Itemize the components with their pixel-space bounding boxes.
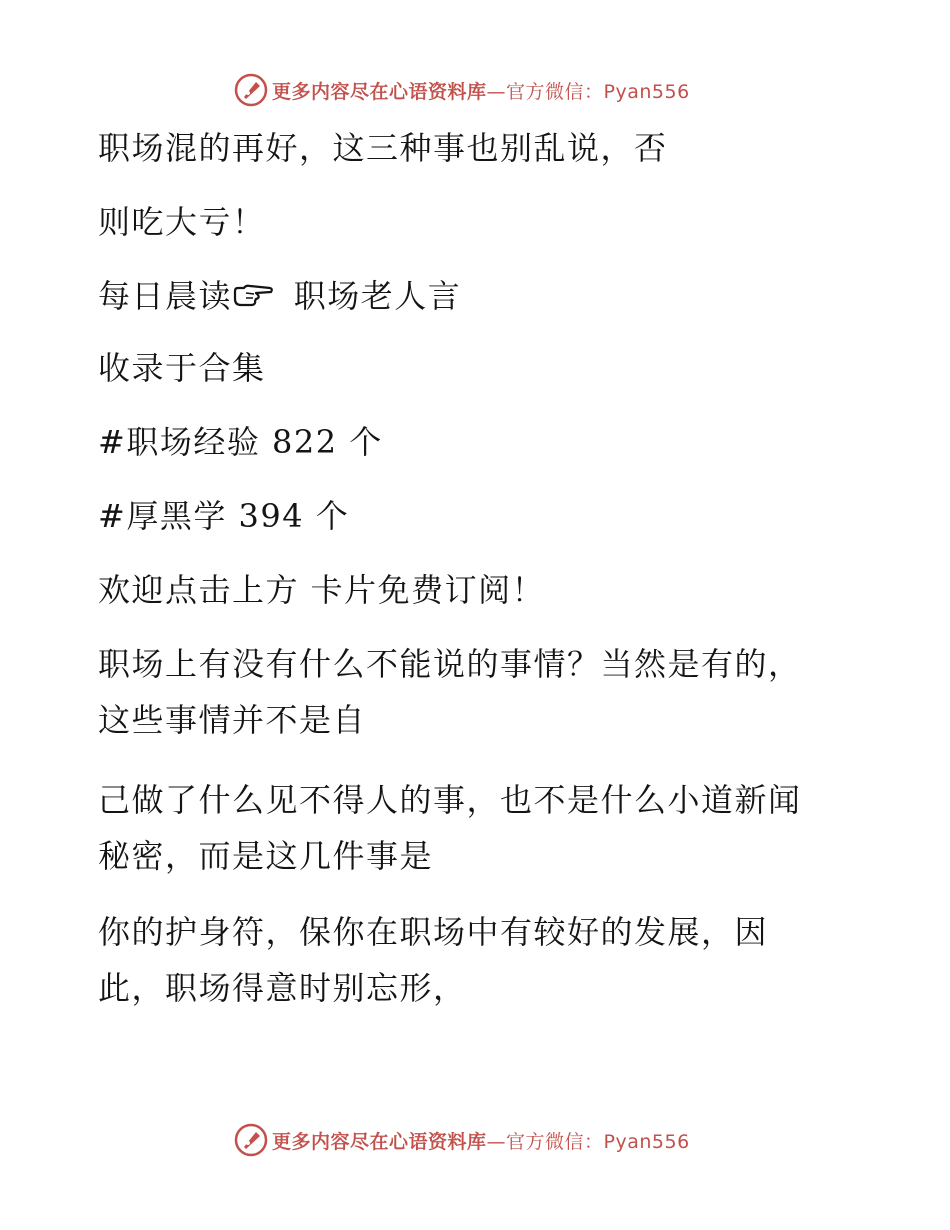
text-line-13: 此，职场得意时别忘形， — [98, 969, 467, 1007]
hashtag-workplace-experience[interactable]: #职场经验 822 个 — [98, 423, 383, 461]
text-line-11: 秘密，而是这几件事是 — [98, 837, 434, 875]
header-watermark — [234, 72, 690, 108]
text-column-name: 职场老人言 — [282, 277, 462, 315]
hashtag-thick-black[interactable]: #厚黑学 394 个 — [98, 497, 350, 535]
watermark-contact: —官方微信：Pyan556 — [486, 1130, 690, 1153]
pen-nib-logo-icon — [234, 73, 268, 107]
text-line-1: 职场混的再好，这三种事也别乱说，否 — [98, 129, 668, 167]
pointing-hand-icon — [232, 282, 274, 310]
pen-nib-logo-icon — [234, 1123, 268, 1157]
footer-watermark — [234, 1122, 690, 1158]
text-line-10: 己做了什么见不得人的事，也不是什么小道新闻 — [98, 781, 802, 819]
text-line-9: 这些事情并不是自 — [98, 701, 367, 739]
text-line-2: 则吃大亏！ — [98, 203, 266, 241]
watermark-brand: 更多内容尽在心语资料库 — [272, 1130, 487, 1153]
text-line-7: 欢迎点击上方 卡片免费订阅！ — [98, 571, 546, 609]
watermark-brand: 更多内容尽在心语资料库 — [272, 80, 487, 103]
text-line-3 — [98, 276, 461, 316]
text-line-8: 职场上有没有什么不能说的事情？当然是有的， — [98, 645, 802, 683]
text-line-12: 你的护身符，保你在职场中有较好的发展，因 — [98, 913, 769, 951]
text-morning-reading: 每日晨读 — [98, 277, 233, 315]
text-line-4: 收录于合集 — [98, 349, 266, 387]
watermark-contact: —官方微信：Pyan556 — [486, 80, 690, 103]
